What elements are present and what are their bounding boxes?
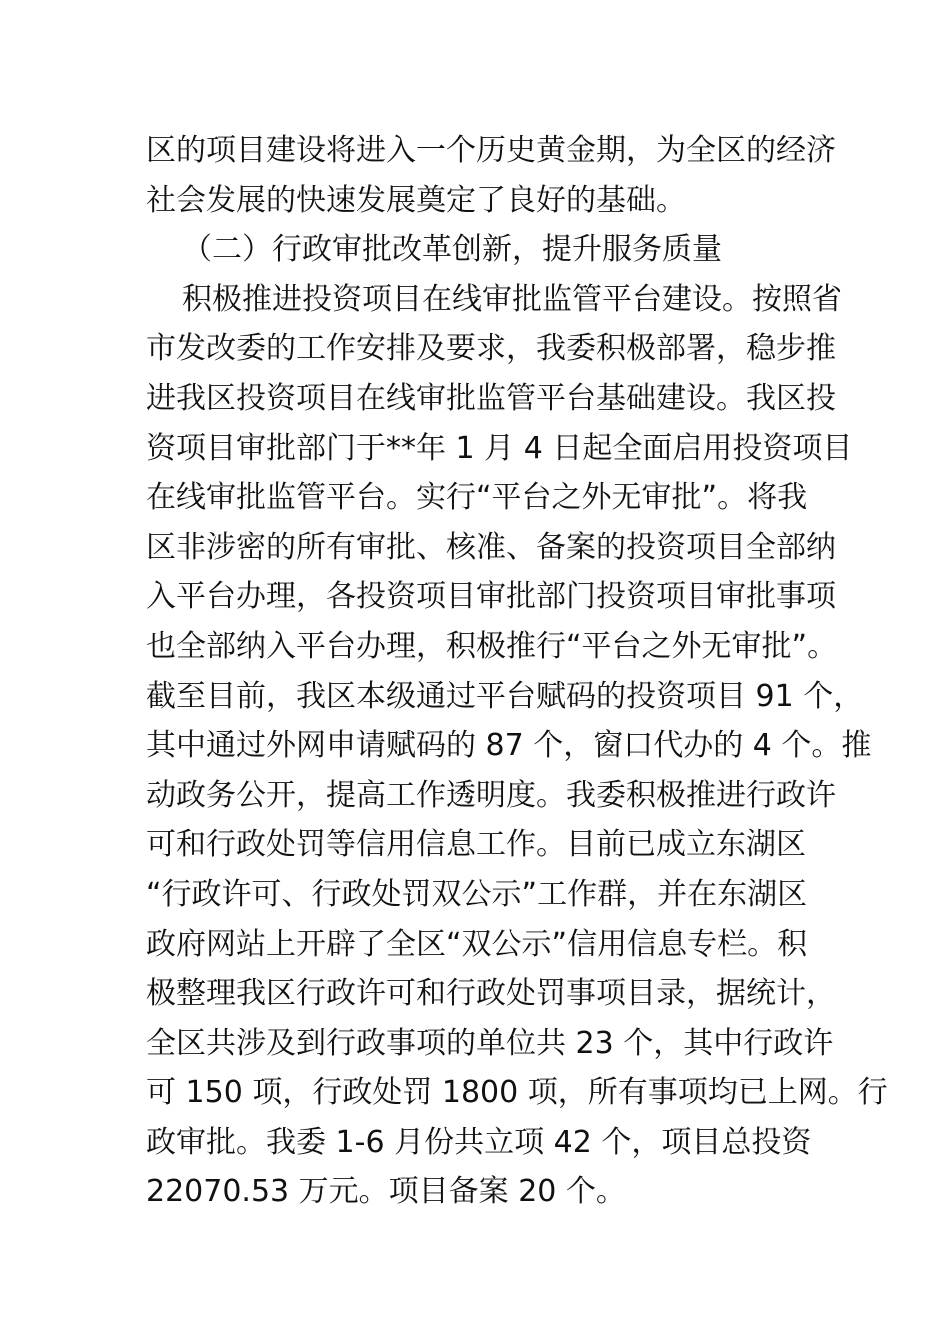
- text-line: 资项目审批部门于**年 1 月 4 日起全面启用投资项目: [146, 430, 853, 466]
- text-line: “行政许可、行政处罚双公示”工作群，并在东湖区: [146, 876, 808, 912]
- text-line: 全区共涉及到行政事项的单位共 23 个，其中行政许: [146, 1025, 834, 1061]
- text-line: 社会发展的快速发展奠定了良好的基础。: [146, 182, 686, 218]
- text-line: 动政务公开，提高工作透明度。我委积极推进行政许: [146, 777, 836, 813]
- text-line: 区的项目建设将进入一个历史黄金期，为全区的经济: [146, 133, 836, 168]
- text-line: 市发改委的工作安排及要求，我委积极部署，稳步推: [146, 331, 836, 367]
- text-line: 22070.53 万元。项目备案 20 个。: [146, 1174, 626, 1210]
- text-line: 区非涉密的所有审批、核准、备案的投资项目全部纳: [146, 529, 836, 565]
- text-line: 极整理我区行政许可和行政处罚事项目录，据统计，: [146, 976, 836, 1012]
- text-line: 也全部纳入平台办理，积极推行“平台之外无审批”。: [146, 628, 838, 664]
- text-line: 其中通过外网申请赋码的 87 个，窗口代办的 4 个。推: [146, 728, 872, 764]
- text-line: 在线审批监管平台。实行“平台之外无审批”。将我: [146, 480, 808, 516]
- text-line: 政府网站上开辟了全区“双公示”信用信息专栏。积: [146, 926, 808, 962]
- text-line: 可和行政处罚等信用信息工作。目前已成立东湖区: [146, 827, 806, 863]
- text-line: 截至目前，我区本级通过平台赋码的投资项目 91 个，: [146, 678, 864, 714]
- text-line: 政审批。我委 1-6 月份共立项 42 个，项目总投资: [146, 1124, 812, 1160]
- body-text: [146, 126, 888, 1217]
- paragraph-first-line: 积极推进投资项目在线审批监管平台建设。按照省: [182, 281, 842, 317]
- text-line: 入平台办理，各投资项目审批部门投资项目审批事项: [146, 579, 836, 615]
- text-line: 可 150 项，行政处罚 1800 项，所有事项均已上网。行: [146, 1075, 888, 1111]
- section-heading: （二）行政审批改革创新，提升服务质量: [182, 232, 722, 268]
- text-line: 进我区投资项目在线审批监管平台基础建设。我区投: [146, 380, 836, 416]
